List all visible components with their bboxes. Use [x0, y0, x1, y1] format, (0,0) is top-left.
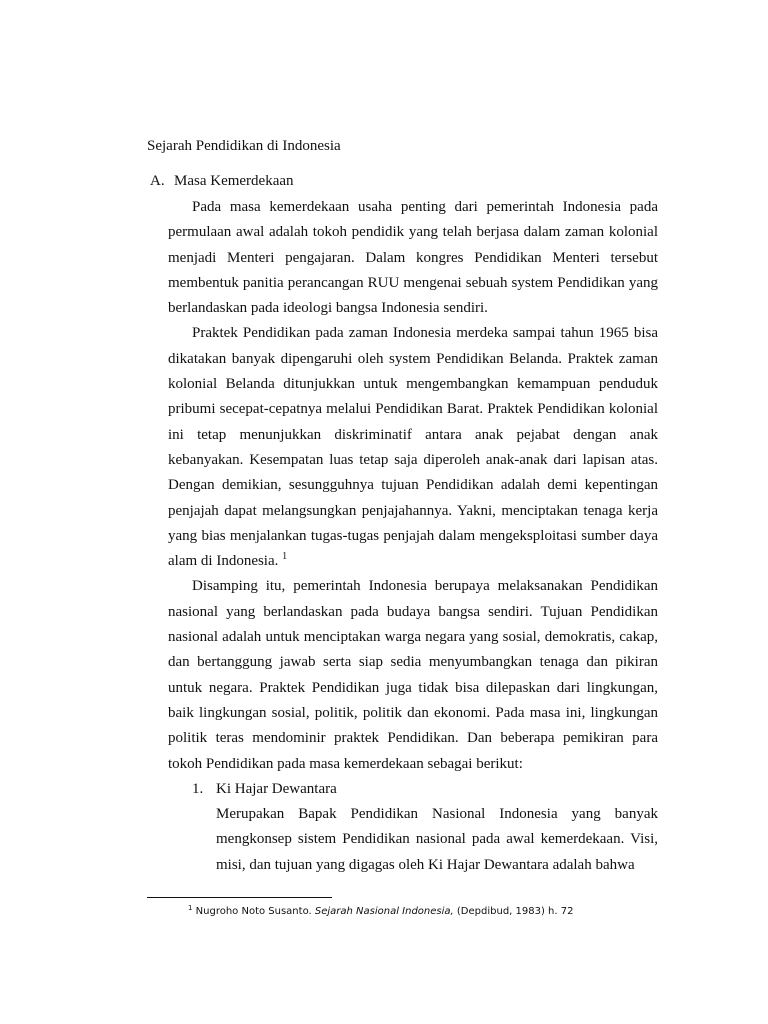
footnote-author: Nugroho Noto Susanto. — [195, 906, 312, 917]
paragraph-text: Disamping itu, pemerintah Indonesia berupaya melaksanakan Pendidikan nasional yang berlandaskan pada budaya bangsa sendiri. Tujuan Pendidikan nasional adalah untuk menciptakan warga negara yang sosial, demokratis, cakap, dan bertanggung jawab serta siap sedia menyumbangkan tenaga dan pikiran untuk negara. Praktek Pendidikan juga tidak bisa dilepaskan dari lingkungan, baik lingkungan sosial, politik, politik dan ekonomi. Pada masa ini, lingkungan politik teras mendominir praktek Pendidikan. Dan beberapa pemikiran para tokoh Pendidikan pada masa kemerdekaan sebagai berikut: — [168, 578, 658, 772]
list-item-number: 1. — [192, 780, 204, 797]
section-heading — [150, 171, 294, 191]
paragraph — [168, 321, 658, 574]
paragraph-text: Praktek Pendidikan pada zaman Indonesia merdeka sampai tahun 1965 bisa dikatakan banyak dipengaruhi oleh system Pendidikan Belanda. Praktek zaman kolonial Belanda ditunjukkan untuk mengembangkan kemampuan penduduk pribumi secepat-cepatnya melalui Pendidikan Barat. Praktek Pendidikan kolonial ini tetap menunjukkan diskriminatif antara anak pejabat dengan anak kebanyakan. Kesempatan luas tetap saja diperoleh anak-anak dari lapisan atas. Dengan demikian, sesungguhnya tujuan Pendidikan adalah demi kepentingan penjajah dapat melangsungkan penjajahannya. Yakni, menciptakan tenaga kerja yang bias menjalankan tugas-tugas penjajah dalam mengeksploitasi sumber daya alam di Indonesia. — [168, 325, 658, 570]
footnote-separator — [147, 897, 332, 898]
footnote — [188, 905, 573, 919]
list-item — [168, 777, 658, 802]
document-body — [168, 195, 658, 878]
section-title: Masa Kemerdekaan — [174, 173, 294, 189]
list-item-text — [168, 802, 658, 878]
paragraph — [168, 195, 658, 321]
footnote-book-title: Sejarah Nasional Indonesia, — [314, 906, 454, 917]
footnote-number: 1 — [188, 904, 193, 912]
section-marker: A. — [150, 173, 165, 189]
footnote-publication: (Depdibud, 1983) h. 72 — [456, 906, 574, 917]
footnote-reference[interactable]: 1 — [282, 551, 288, 563]
paragraph — [168, 574, 658, 776]
list-item-heading: Ki Hajar Dewantara — [216, 780, 337, 797]
page-title: Sejarah Pendidikan di Indonesia — [147, 138, 341, 154]
list-item-body: Merupakan Bapak Pendidikan Nasional Indonesia yang banyak mengkonsep sistem Pendidikan nasional pada awal kemerdekaan. Visi, misi, dan tujuan yang digagas oleh Ki Hajar Dewantara adalah bahwa — [216, 806, 658, 873]
paragraph-text: Pada masa kemerdekaan usaha penting dari pemerintah Indonesia pada permulaan awal adalah tokoh pendidik yang telah berjasa dalam zaman kolonial menjadi Menteri pengajaran. Dalam kongres Pendidikan Menteri tersebut membentuk panitia perancangan RUU mengenai sebuah system Pendidikan yang berlandaskan pada ideologi bangsa Indonesia sendiri. — [168, 199, 658, 317]
